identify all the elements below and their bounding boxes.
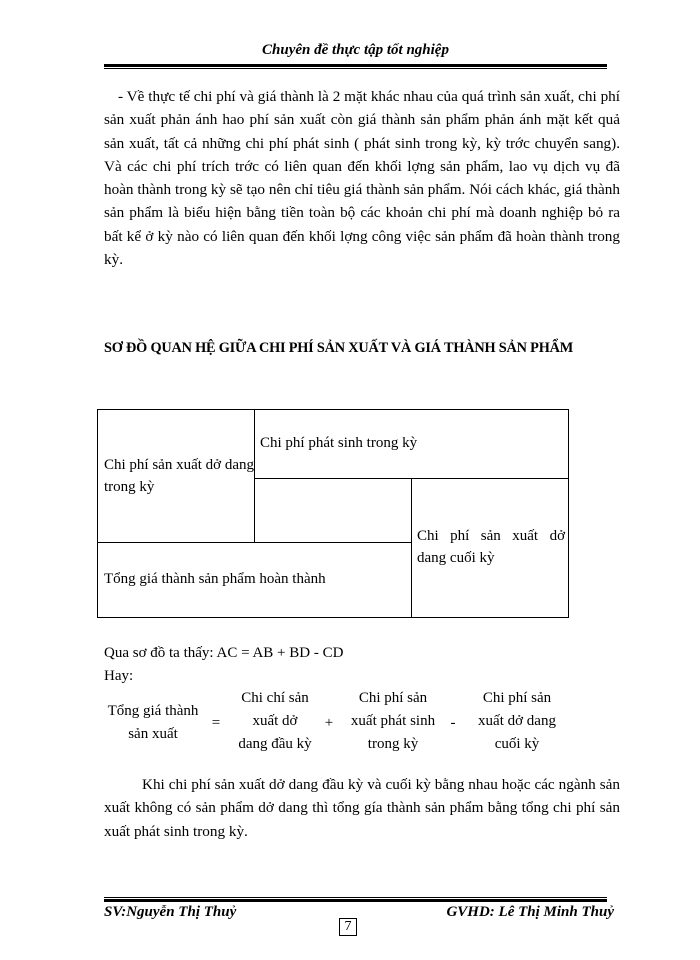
- total-cost-label: Tổng giá thành sản phẩm hoàn thành: [104, 571, 326, 587]
- intro-paragraph: - Về thực tế chi phí và giá thành là 2 mặt khác nhau của quá trình sản xuất, chi phí sản xuất phản ánh hao phí sản xuất còn giá thành sản phẩm phản ánh mặt kết quả sản xuất, tất cả những chi phí phát sinh ( phát sinh trong kỳ, kỳ trớc chuyển sang). Và các chi phí trích trớc có liên quan đến khối lợng sản phẩm, lao vụ dịch vụ đã hoàn thành trong kỳ sẽ tạo nên chỉ tiêu giá thành sản phẩm. Nói cách khác, giá thành sản phẩm là biểu hiện bằng tiền toàn bộ các khoản chi phí mà doanh nghiệp bỏ ra bất kể ở kỳ nào có liên quan đến khối lợng công việc sản phẩm đã hoàn thành trong kỳ.: [104, 88, 620, 269]
- formula-term-closing-wip: Chi phí sản xuất dở dang cuối kỳ: [478, 690, 556, 752]
- page-header-title: Chuyên đề thực tập tốt nghiệp: [262, 42, 449, 58]
- header-divider: [104, 64, 607, 69]
- plus-sign: +: [324, 715, 334, 731]
- formula-term-opening-wip: Chi chí sản xuất dở dang đầu kỳ: [238, 690, 312, 752]
- equals-sign: =: [211, 715, 221, 731]
- closing-paragraph: Khi chi phí sản xuất dở dang đầu kỳ và cuối kỳ bằng nhau hoặc các ngành sản xuất không có sản phẩm dở dang thì tổng gía thành sản phẩm bằng tổng chi phí sản xuất phát sinh trong kỳ.: [104, 776, 620, 840]
- closing-wip-label: Chi phí sản xuất dở dang cuối kỳ: [417, 528, 565, 566]
- incurred-label: Chi phí phát sinh trong kỳ: [260, 435, 418, 451]
- formula-intro: Qua sơ đồ ta thấy: AC = AB + BD - CD: [104, 645, 344, 661]
- formula-term-incurred: Chi phí sản xuất phát sinh trong kỳ: [350, 690, 436, 752]
- diagram-title: SƠ ĐỒ QUAN HỆ GIỮA CHI PHÍ SẢN XUẤT VÀ GIÁ THÀNH SẢN PHẨM: [104, 340, 574, 356]
- minus-sign: -: [450, 715, 456, 731]
- page-number: 7: [339, 918, 357, 936]
- formula-hay: Hay:: [104, 668, 134, 684]
- footer-advisor: GVHD: Lê Thị Minh Thuỷ: [446, 904, 614, 920]
- footer-student: SV:Nguyễn Thị Thuỷ: [104, 904, 237, 920]
- formula-lhs: Tổng giá thành sản xuất: [107, 703, 199, 742]
- opening-wip-label: Chi phí sản xuất dở dang trong kỳ: [104, 457, 254, 495]
- footer-divider: [104, 897, 607, 902]
- box-incurred-remainder: [254, 478, 412, 543]
